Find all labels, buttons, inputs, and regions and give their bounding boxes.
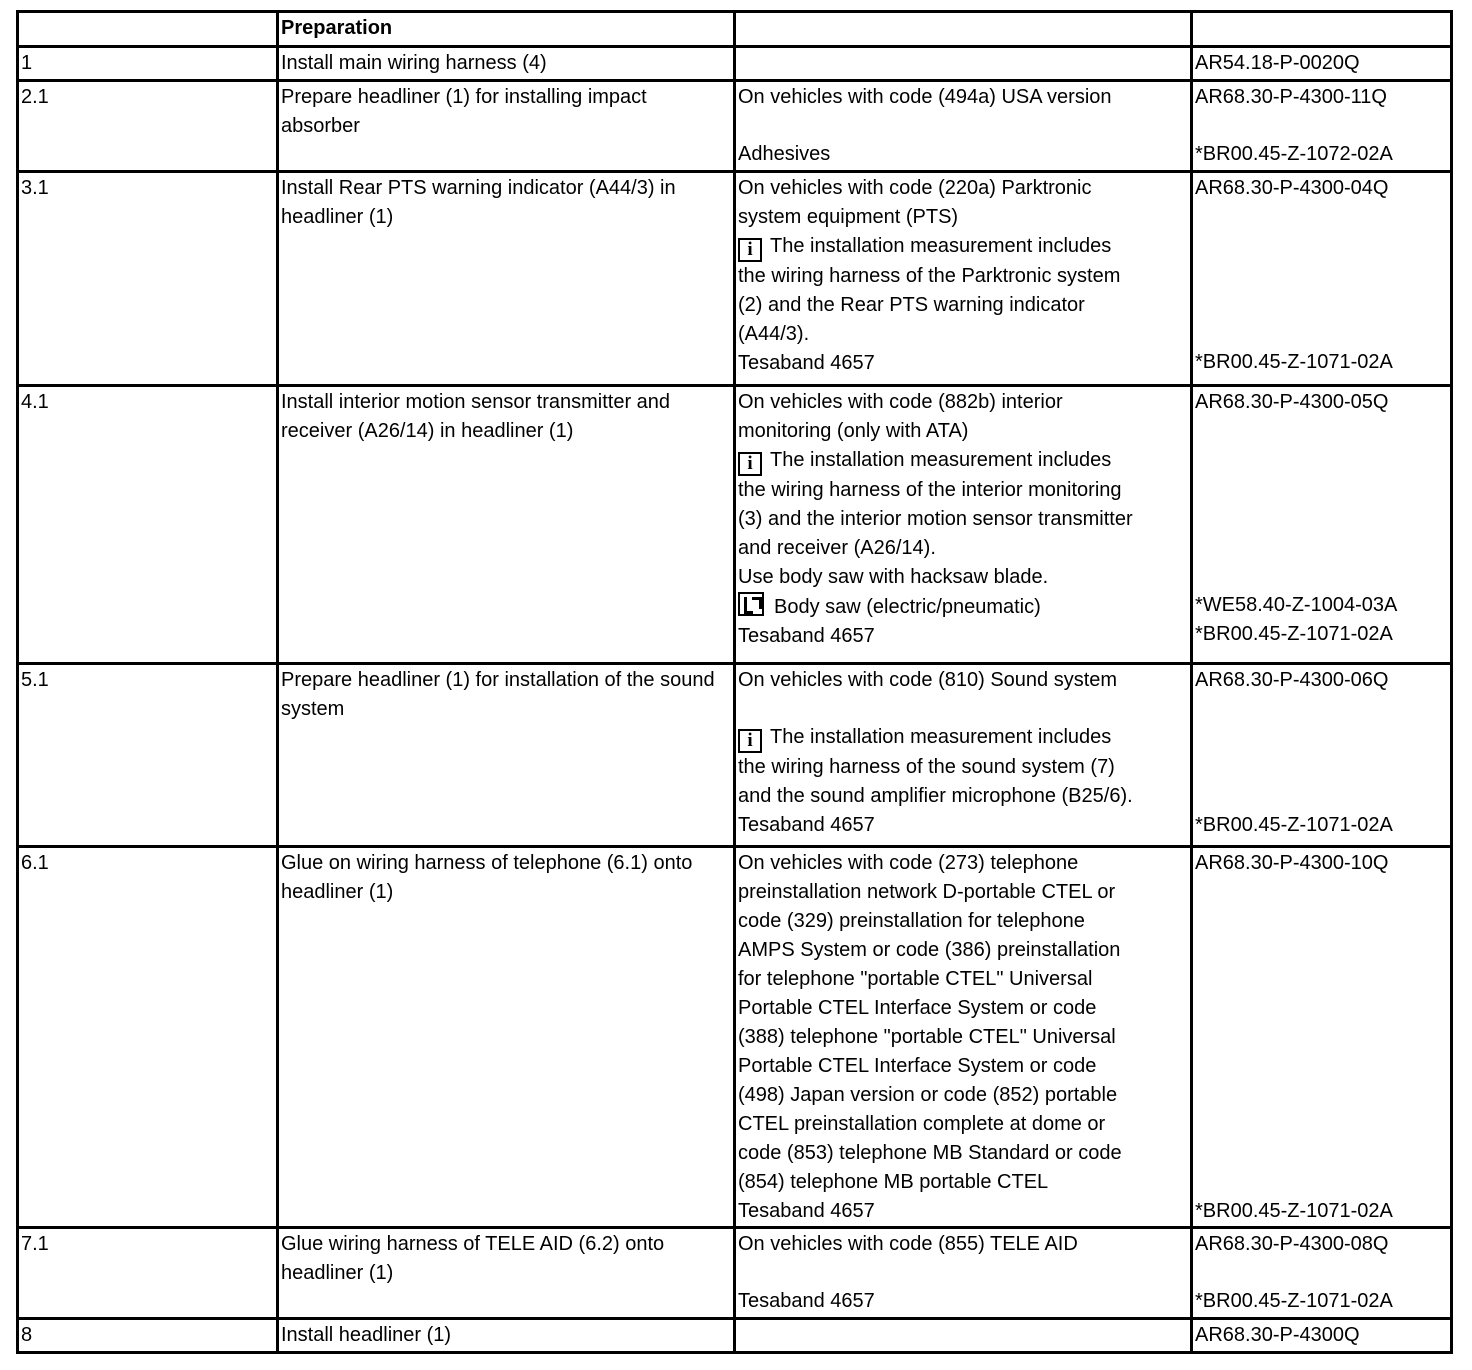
reference-link[interactable]: AR68.30-P-4300-06Q	[1195, 669, 1389, 691]
step-ref	[1192, 386, 1452, 664]
table-row	[18, 81, 1452, 172]
info-line: the wiring harness of the interior monitoring	[738, 479, 1122, 501]
info-line: i The installation measurement includes	[738, 723, 1187, 753]
material-reference-link[interactable]: *BR00.45-Z-1071-02A	[1195, 623, 1393, 645]
info-line: and the sound amplifier microphone (B25/6).	[738, 785, 1133, 807]
step-notes	[735, 386, 1192, 664]
step-notes	[735, 81, 1192, 172]
material-reference-link[interactable]: *BR00.45-Z-1071-02A	[1195, 1290, 1393, 1312]
header-notes-cell	[735, 12, 1192, 47]
condition-line: On vehicles with code (273) telephone	[738, 852, 1079, 874]
table-row	[18, 1319, 1452, 1353]
material-text: Tesaband 4657	[738, 1200, 875, 1222]
info-line: and receiver (A26/14).	[738, 537, 936, 559]
reference-link[interactable]: AR68.30-P-4300-05Q	[1195, 391, 1389, 413]
special-tool-icon	[738, 592, 764, 616]
step-action: Install interior motion sensor transmitter and receiver (A26/14) in headliner (1)	[278, 386, 735, 664]
step-notes	[735, 1228, 1192, 1319]
step-number: 6.1	[18, 847, 278, 1228]
material-text: Tesaband 4657	[738, 625, 875, 647]
step-number: 1	[18, 47, 278, 81]
condition-line: code (853) telephone MB Standard or code	[738, 1142, 1122, 1164]
info-line: i The installation measurement includes	[738, 232, 1187, 262]
step-action: Install Rear PTS warning indicator (A44/3) in headliner (1)	[278, 172, 735, 386]
table-row	[18, 664, 1452, 847]
step-ref	[1192, 1319, 1452, 1353]
info-icon: i	[738, 238, 762, 262]
reference-link[interactable]: AR68.30-P-4300-04Q	[1195, 177, 1389, 199]
step-number: 4.1	[18, 386, 278, 664]
info-line: (A44/3).	[738, 323, 810, 345]
header-ref-cell	[1192, 12, 1452, 47]
step-action: Install main wiring harness (4)	[278, 47, 735, 81]
info-icon: i	[738, 452, 762, 476]
condition-line: monitoring (only with ATA)	[738, 420, 969, 442]
condition-text: On vehicles with code (810) Sound system	[738, 669, 1118, 691]
step-number: 2.1	[18, 81, 278, 172]
material-reference-link[interactable]: *BR00.45-Z-1071-02A	[1195, 1200, 1393, 1222]
tool-line: Body saw (electric/pneumatic)	[738, 592, 1187, 622]
condition-line: preinstallation network D-portable CTEL or	[738, 881, 1116, 903]
step-ref	[1192, 172, 1452, 386]
header-row	[18, 12, 1452, 47]
table-row	[18, 172, 1452, 386]
material-text: Tesaband 4657	[738, 1290, 875, 1312]
step-ref	[1192, 664, 1452, 847]
condition-line: (388) telephone "portable CTEL" Universal	[738, 1026, 1116, 1048]
step-ref	[1192, 81, 1452, 172]
info-line: i The installation measurement includes	[738, 446, 1187, 476]
material-reference-link[interactable]: *BR00.45-Z-1072-02A	[1195, 143, 1393, 165]
step-number: 8	[18, 1319, 278, 1353]
reference-link[interactable]: AR68.30-P-4300-10Q	[1195, 852, 1389, 874]
step-ref	[1192, 847, 1452, 1228]
table-row	[18, 386, 1452, 664]
condition-line: Portable CTEL Interface System or code	[738, 997, 1097, 1019]
table-row	[18, 47, 1452, 81]
condition-line: CTEL preinstallation complete at dome or	[738, 1113, 1106, 1135]
condition-line: (854) telephone MB portable CTEL	[738, 1171, 1049, 1193]
step-number: 7.1	[18, 1228, 278, 1319]
step-ref	[1192, 1228, 1452, 1319]
condition-line: for telephone "portable CTEL" Universal	[738, 968, 1093, 990]
reference-link[interactable]: AR68.30-P-4300-11Q	[1195, 86, 1387, 108]
step-action: Install headliner (1)	[278, 1319, 735, 1353]
table-row	[18, 847, 1452, 1228]
reference-link[interactable]: AR68.30-P-4300Q	[1195, 1324, 1360, 1346]
condition-line: On vehicles with code (220a) Parktronic	[738, 177, 1092, 199]
condition-line: On vehicles with code (882b) interior	[738, 391, 1063, 413]
info-line: (3) and the interior motion sensor transmitter	[738, 508, 1133, 530]
tool-reference-link[interactable]: *WE58.40-Z-1004-03A	[1195, 594, 1398, 616]
step-notes	[735, 1319, 1192, 1353]
step-action: Glue on wiring harness of telephone (6.1) onto headliner (1)	[278, 847, 735, 1228]
info-line: (2) and the Rear PTS warning indicator	[738, 294, 1085, 316]
step-notes	[735, 664, 1192, 847]
table-row	[18, 1228, 1452, 1319]
info-line: the wiring harness of the sound system (7)	[738, 756, 1115, 778]
material-reference-link[interactable]: *BR00.45-Z-1071-02A	[1195, 351, 1393, 373]
header-step-cell	[18, 12, 278, 47]
step-notes	[735, 847, 1192, 1228]
step-action: Prepare headliner (1) for installing impact absorber	[278, 81, 735, 172]
condition-line: system equipment (PTS)	[738, 206, 959, 228]
info-icon: i	[738, 729, 762, 753]
step-action: Prepare headliner (1) for installation of the sound system	[278, 664, 735, 847]
step-number: 3.1	[18, 172, 278, 386]
step-ref	[1192, 47, 1452, 81]
reference-link[interactable]: AR54.18-P-0020Q	[1195, 52, 1360, 74]
condition-line: (498) Japan version or code (852) portable	[738, 1084, 1118, 1106]
condition-text: On vehicles with code (855) TELE AID	[738, 1233, 1078, 1255]
reference-link[interactable]: AR68.30-P-4300-08Q	[1195, 1233, 1389, 1255]
procedure-table	[16, 10, 1453, 1354]
material-text: Tesaband 4657	[738, 352, 875, 374]
step-notes	[735, 47, 1192, 81]
condition-line: AMPS System or code (386) preinstallation	[738, 939, 1121, 961]
step-number: 5.1	[18, 664, 278, 847]
condition-line: code (329) preinstallation for telephone	[738, 910, 1085, 932]
material-reference-link[interactable]: *BR00.45-Z-1071-02A	[1195, 814, 1393, 836]
condition-text: On vehicles with code (494a) USA version	[738, 86, 1112, 108]
condition-line: Portable CTEL Interface System or code	[738, 1055, 1097, 1077]
step-notes	[735, 172, 1192, 386]
header-title: Preparation	[278, 12, 735, 47]
step-action: Glue wiring harness of TELE AID (6.2) onto headliner (1)	[278, 1228, 735, 1319]
material-text: Tesaband 4657	[738, 814, 875, 836]
material-text: Adhesives	[738, 143, 831, 165]
info-line: the wiring harness of the Parktronic system	[738, 265, 1121, 287]
instruction-text: Use body saw with hacksaw blade.	[738, 566, 1049, 588]
